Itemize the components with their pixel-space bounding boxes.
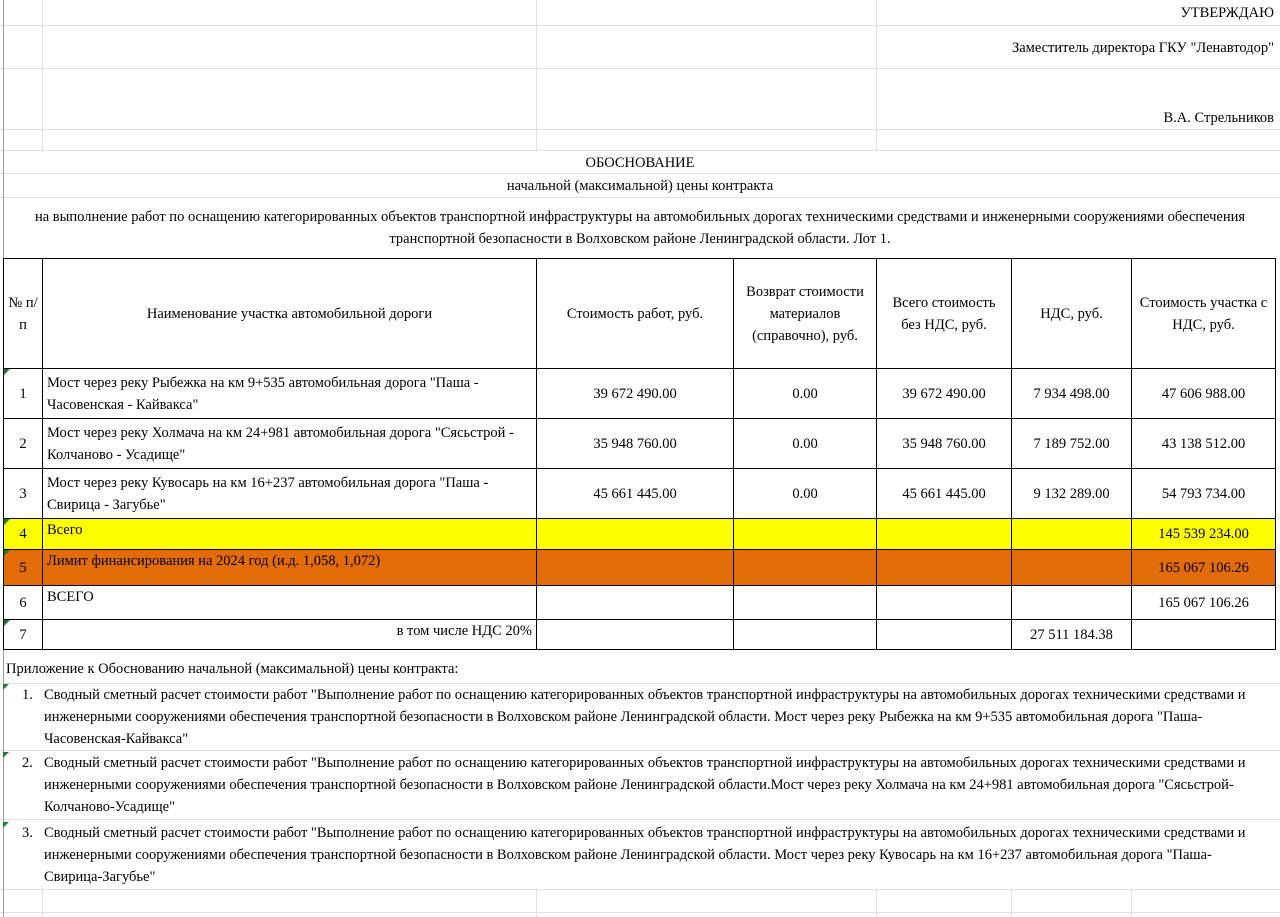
vat-value: 27 511 184.38 (1012, 620, 1132, 650)
row-total-no-vat: 39 672 490.00 (877, 369, 1012, 419)
row-vat: 7 189 752.00 (1012, 419, 1132, 469)
vat-num: 7 (4, 620, 43, 650)
appendix-heading: Приложение к Обоснованию начальной (максимальной) цены контракта: (6, 661, 459, 677)
approver-name: В.А. Стрельников (1163, 110, 1274, 126)
row-num: 3 (4, 469, 43, 519)
header-total-no-vat: Всего стоимость без НДС, руб. (877, 259, 1012, 369)
row-refund: 0.00 (734, 469, 877, 519)
row-total-vat: 43 138 512.00 (1132, 419, 1276, 469)
row-name: Мост через реку Рыбежка на км 9+535 автомобильная дорога "Паша - Часовенская - Кайвакса" (43, 369, 537, 419)
header-cost: Стоимость работ, руб. (537, 259, 734, 369)
grand-value: 165 067 106.26 (1132, 586, 1276, 620)
row-total-vat: 54 793 734.00 (1132, 469, 1276, 519)
appendix-item: Сводный сметный расчет стоимости работ "Выполнение работ по оснащению категорированных объектов транспортной инфраструктуры на автомобильных дорогах техническими средствами и инженерными сооружениями обеспечения транспортной безопасности в Волховском районе Ленинградской области.Мост через реку Холмача на км 24+981 автомобильная дорога "Сясьстрой-Колчаново-Усадище" (44, 755, 1246, 815)
price-justification-table (3, 258, 1276, 650)
row-num: 2 (4, 419, 43, 469)
row-name: Мост через реку Холмача на км 24+981 автомобильная дорога "Сясьстрой - Колчаново - Усадище" (43, 419, 537, 469)
grand-total-row (4, 586, 1276, 620)
approver-position: Заместитель директора ГКУ "Ленавтодор" (1011, 40, 1274, 56)
vat-row (4, 620, 1276, 650)
appendix-item: Сводный сметный расчет стоимости работ "Выполнение работ по оснащению категорированных объектов транспортной инфраструктуры на автомобильных дорогах техническими средствами и инженерными сооружениями обеспечения транспортной безопасности в Волховском районе Ленинградской области. Мост через реку Кувосарь на км 16+237 автомобильная дорога "Паша-Свирица-Загубье" (44, 825, 1246, 885)
table-row (4, 369, 1276, 419)
total-value: 145 539 234.00 (1132, 519, 1276, 550)
header-total-vat: Стоимость участка с НДС, руб. (1132, 259, 1276, 369)
row-cost: 35 948 760.00 (537, 419, 734, 469)
appendix-item-num: 3. (22, 825, 33, 841)
total-row (4, 519, 1276, 550)
grand-num: 6 (4, 586, 43, 620)
row-num: 1 (4, 369, 43, 419)
row-cost: 45 661 445.00 (537, 469, 734, 519)
row-total-no-vat: 35 948 760.00 (877, 419, 1012, 469)
header-num: № п/п (4, 259, 43, 369)
header-name: Наименование участка автомобильной дороги (43, 259, 537, 369)
table-row (4, 419, 1276, 469)
document-subtitle: начальной (максимальной) цены контракта (506, 178, 774, 194)
table-row (4, 469, 1276, 519)
row-cost: 39 672 490.00 (537, 369, 734, 419)
row-name: Мост через реку Кувосарь на км 16+237 автомобильная дорога "Паша - Свирица - Загубье" (43, 469, 537, 519)
row-total-vat: 47 606 988.00 (1132, 369, 1276, 419)
row-total-no-vat: 45 661 445.00 (877, 469, 1012, 519)
row-vat: 9 132 289.00 (1012, 469, 1132, 519)
limit-num: 5 (4, 550, 43, 586)
table-header-row (4, 259, 1276, 369)
appendix-item: Сводный сметный расчет стоимости работ "Выполнение работ по оснащению категорированных объектов транспортной инфраструктуры на автомобильных дорогах техническими средствами и инженерными сооружениями обеспечения транспортной безопасности в Волховском районе Ленинградской области. Мост через реку Рыбежка на км 9+535 автомобильная дорога "Паша-Часовенская-Кайвакса" (44, 687, 1246, 747)
row-refund: 0.00 (734, 419, 877, 469)
row-refund: 0.00 (734, 369, 877, 419)
approve-label: УТВЕРЖДАЮ (1180, 5, 1274, 21)
appendix-item-num: 2. (22, 755, 33, 771)
header-refund: Возврат стоимости материалов (справочно), руб. (734, 259, 877, 369)
vat-label: в том числе НДС 20% (43, 620, 537, 650)
header-vat: НДС, руб. (1012, 259, 1132, 369)
limit-value: 165 067 106.26 (1132, 550, 1276, 586)
appendix-item-num: 1. (22, 687, 33, 703)
document-subject: на выполнение работ по оснащению категорированных объектов транспортной инфраструктуры на автомобильных дорогах техническими средствами и инженерными сооружениями обеспечения транспортной безопасности в Волховском районе Ленинградской области. Лот 1. (34, 209, 1246, 247)
total-label: Всего (43, 519, 537, 550)
document-title: ОБОСНОВАНИЕ (585, 155, 695, 171)
grand-label: ВСЕГО (43, 586, 537, 620)
limit-label: Лимит финансирования на 2024 год (и.д. 1,058, 1,072) (43, 550, 537, 586)
row-vat: 7 934 498.00 (1012, 369, 1132, 419)
limit-row (4, 550, 1276, 586)
total-num: 4 (4, 519, 43, 550)
